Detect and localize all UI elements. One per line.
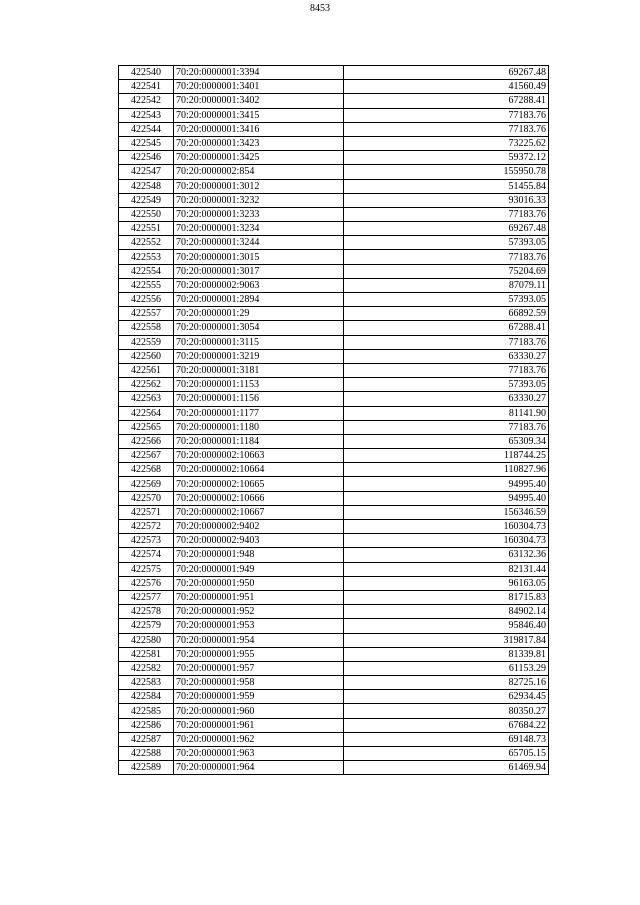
cadastral-number-cell: 70:20:0000001:3181	[174, 363, 344, 377]
value-cell: 160304.73	[344, 520, 549, 534]
table-row	[119, 449, 549, 463]
value-cell: 81715.83	[344, 590, 549, 604]
table-row	[119, 136, 549, 150]
cadastral-number-cell: 70:20:0000001:3054	[174, 321, 344, 335]
table-row	[119, 222, 549, 236]
table-row	[119, 264, 549, 278]
value-cell: 155950.78	[344, 165, 549, 179]
row-number-cell: 422583	[119, 676, 174, 690]
row-number-cell: 422582	[119, 661, 174, 675]
row-number-cell: 422563	[119, 392, 174, 406]
table-row	[119, 732, 549, 746]
cadastral-number-cell: 70:20:0000002:9403	[174, 534, 344, 548]
value-cell: 82725.16	[344, 676, 549, 690]
row-number-cell: 422547	[119, 165, 174, 179]
table-row	[119, 761, 549, 775]
value-cell: 84902.14	[344, 605, 549, 619]
cadastral-number-cell: 70:20:0000001:3402	[174, 94, 344, 108]
value-cell: 77183.76	[344, 335, 549, 349]
table-row	[119, 505, 549, 519]
table-row	[119, 193, 549, 207]
table-row	[119, 605, 549, 619]
cadastral-number-cell: 70:20:0000001:29	[174, 307, 344, 321]
row-number-cell: 422551	[119, 222, 174, 236]
page-number: 8453	[310, 3, 330, 14]
cadastral-number-cell: 70:20:0000002:9063	[174, 278, 344, 292]
table-row	[119, 307, 549, 321]
row-number-cell: 422558	[119, 321, 174, 335]
value-cell: 63132.36	[344, 548, 549, 562]
value-cell: 81141.90	[344, 406, 549, 420]
value-cell: 57393.05	[344, 293, 549, 307]
row-number-cell: 422556	[119, 293, 174, 307]
value-cell: 77183.76	[344, 108, 549, 122]
table-row	[119, 548, 549, 562]
value-cell: 73225.62	[344, 136, 549, 150]
cadastral-number-cell: 70:20:0000001:3115	[174, 335, 344, 349]
row-number-cell: 422540	[119, 66, 174, 80]
row-number-cell: 422546	[119, 151, 174, 165]
row-number-cell: 422564	[119, 406, 174, 420]
cadastral-number-cell: 70:20:0000001:951	[174, 590, 344, 604]
value-cell: 82131.44	[344, 562, 549, 576]
row-number-cell: 422565	[119, 420, 174, 434]
cadastral-number-cell: 70:20:0000001:3423	[174, 136, 344, 150]
value-cell: 156346.59	[344, 505, 549, 519]
value-cell: 41560.49	[344, 80, 549, 94]
value-cell: 67684.22	[344, 718, 549, 732]
value-cell: 57393.05	[344, 236, 549, 250]
row-number-cell: 422566	[119, 434, 174, 448]
value-cell: 77183.76	[344, 207, 549, 221]
table-row	[119, 80, 549, 94]
cadastral-number-cell: 70:20:0000002:854	[174, 165, 344, 179]
row-number-cell: 422553	[119, 250, 174, 264]
cadastral-number-cell: 70:20:0000001:3425	[174, 151, 344, 165]
value-cell: 160304.73	[344, 534, 549, 548]
cadastral-number-cell: 70:20:0000001:1177	[174, 406, 344, 420]
row-number-cell: 422588	[119, 747, 174, 761]
value-cell: 75204.69	[344, 264, 549, 278]
table-row	[119, 94, 549, 108]
table-row	[119, 420, 549, 434]
cadastral-number-cell: 70:20:0000001:962	[174, 732, 344, 746]
table-row	[119, 122, 549, 136]
row-number-cell: 422576	[119, 576, 174, 590]
cadastral-number-cell: 70:20:0000001:950	[174, 576, 344, 590]
row-number-cell: 422586	[119, 718, 174, 732]
table-row	[119, 676, 549, 690]
cadastral-number-cell: 70:20:0000001:961	[174, 718, 344, 732]
cadastral-number-cell: 70:20:0000001:3232	[174, 193, 344, 207]
value-cell: 77183.76	[344, 363, 549, 377]
row-number-cell: 422570	[119, 491, 174, 505]
cadastral-number-cell: 70:20:0000001:959	[174, 690, 344, 704]
cadastral-number-cell: 70:20:0000001:3244	[174, 236, 344, 250]
row-number-cell: 422560	[119, 349, 174, 363]
row-number-cell: 422569	[119, 477, 174, 491]
row-number-cell: 422577	[119, 590, 174, 604]
row-number-cell: 422567	[119, 449, 174, 463]
row-number-cell: 422568	[119, 463, 174, 477]
row-number-cell: 422561	[119, 363, 174, 377]
table-row	[119, 718, 549, 732]
cadastral-number-cell: 70:20:0000001:955	[174, 647, 344, 661]
table-row	[119, 747, 549, 761]
value-cell: 69148.73	[344, 732, 549, 746]
cadastral-number-cell: 70:20:0000001:3234	[174, 222, 344, 236]
table-row	[119, 108, 549, 122]
row-number-cell: 422589	[119, 761, 174, 775]
cadastral-number-cell: 70:20:0000001:2894	[174, 293, 344, 307]
table-row	[119, 66, 549, 80]
table-row	[119, 392, 549, 406]
value-cell: 110827.96	[344, 463, 549, 477]
row-number-cell: 422578	[119, 605, 174, 619]
table-row	[119, 590, 549, 604]
row-number-cell: 422574	[119, 548, 174, 562]
table-row	[119, 520, 549, 534]
cadastral-number-cell: 70:20:0000001:963	[174, 747, 344, 761]
cadastral-number-cell: 70:20:0000002:9402	[174, 520, 344, 534]
value-cell: 67288.41	[344, 321, 549, 335]
cadastral-number-cell: 70:20:0000001:949	[174, 562, 344, 576]
value-cell: 57393.05	[344, 378, 549, 392]
value-cell: 95846.40	[344, 619, 549, 633]
row-number-cell: 422554	[119, 264, 174, 278]
table-row	[119, 378, 549, 392]
table-row	[119, 661, 549, 675]
cadastral-number-cell: 70:20:0000001:948	[174, 548, 344, 562]
value-cell: 63330.27	[344, 392, 549, 406]
cadastral-number-cell: 70:20:0000002:10664	[174, 463, 344, 477]
cadastral-number-cell: 70:20:0000001:3017	[174, 264, 344, 278]
row-number-cell: 422542	[119, 94, 174, 108]
table-row	[119, 335, 549, 349]
cadastral-number-cell: 70:20:0000001:3015	[174, 250, 344, 264]
value-cell: 96163.05	[344, 576, 549, 590]
table-row	[119, 321, 549, 335]
table-row	[119, 534, 549, 548]
row-number-cell: 422573	[119, 534, 174, 548]
cadastral-number-cell: 70:20:0000001:3415	[174, 108, 344, 122]
row-number-cell: 422579	[119, 619, 174, 633]
value-cell: 62934.45	[344, 690, 549, 704]
cadastral-number-cell: 70:20:0000001:3233	[174, 207, 344, 221]
row-number-cell: 422585	[119, 704, 174, 718]
value-cell: 67288.41	[344, 94, 549, 108]
table-row	[119, 690, 549, 704]
value-cell: 93016.33	[344, 193, 549, 207]
table-row	[119, 704, 549, 718]
value-cell: 69267.48	[344, 66, 549, 80]
row-number-cell: 422544	[119, 122, 174, 136]
value-cell: 61153.29	[344, 661, 549, 675]
cadastral-number-cell: 70:20:0000001:3219	[174, 349, 344, 363]
value-cell: 51455.84	[344, 179, 549, 193]
value-cell: 80350.27	[344, 704, 549, 718]
cadastral-number-cell: 70:20:0000001:3416	[174, 122, 344, 136]
row-number-cell: 422587	[119, 732, 174, 746]
row-number-cell: 422541	[119, 80, 174, 94]
value-cell: 87079.11	[344, 278, 549, 292]
cadastral-number-cell: 70:20:0000002:10667	[174, 505, 344, 519]
value-cell: 118744.25	[344, 449, 549, 463]
table-row	[119, 576, 549, 590]
cadastral-number-cell: 70:20:0000001:964	[174, 761, 344, 775]
table-row	[119, 151, 549, 165]
table-row	[119, 434, 549, 448]
value-cell: 94995.40	[344, 491, 549, 505]
cadastral-number-cell: 70:20:0000001:1156	[174, 392, 344, 406]
table-row	[119, 293, 549, 307]
row-number-cell: 422584	[119, 690, 174, 704]
table-row	[119, 491, 549, 505]
table-row	[119, 406, 549, 420]
cadastral-number-cell: 70:20:0000001:3394	[174, 66, 344, 80]
cadastral-number-cell: 70:20:0000001:1180	[174, 420, 344, 434]
row-number-cell: 422580	[119, 633, 174, 647]
table-row	[119, 236, 549, 250]
value-cell: 61469.94	[344, 761, 549, 775]
table-row	[119, 619, 549, 633]
table-row	[119, 562, 549, 576]
table-row	[119, 647, 549, 661]
cadastral-number-cell: 70:20:0000001:958	[174, 676, 344, 690]
row-number-cell: 422572	[119, 520, 174, 534]
table-row	[119, 250, 549, 264]
row-number-cell: 422559	[119, 335, 174, 349]
cadastral-value-table	[118, 65, 549, 775]
row-number-cell: 422562	[119, 378, 174, 392]
table-row	[119, 165, 549, 179]
value-cell: 69267.48	[344, 222, 549, 236]
value-cell: 63330.27	[344, 349, 549, 363]
cadastral-number-cell: 70:20:0000001:960	[174, 704, 344, 718]
table-row	[119, 633, 549, 647]
value-cell: 66892.59	[344, 307, 549, 321]
value-cell: 77183.76	[344, 122, 549, 136]
cadastral-number-cell: 70:20:0000002:10663	[174, 449, 344, 463]
value-cell: 77183.76	[344, 420, 549, 434]
row-number-cell: 422548	[119, 179, 174, 193]
row-number-cell: 422557	[119, 307, 174, 321]
cadastral-number-cell: 70:20:0000001:3012	[174, 179, 344, 193]
table-body	[119, 66, 549, 775]
table-row	[119, 349, 549, 363]
cadastral-number-cell: 70:20:0000001:1184	[174, 434, 344, 448]
cadastral-number-cell: 70:20:0000001:957	[174, 661, 344, 675]
cadastral-number-cell: 70:20:0000001:1153	[174, 378, 344, 392]
row-number-cell: 422545	[119, 136, 174, 150]
table-row	[119, 463, 549, 477]
value-cell: 77183.76	[344, 250, 549, 264]
cadastral-number-cell: 70:20:0000001:953	[174, 619, 344, 633]
cadastral-number-cell: 70:20:0000002:10665	[174, 477, 344, 491]
value-cell: 59372.12	[344, 151, 549, 165]
table-row	[119, 179, 549, 193]
row-number-cell: 422581	[119, 647, 174, 661]
table-row	[119, 363, 549, 377]
value-cell: 319817.84	[344, 633, 549, 647]
row-number-cell: 422550	[119, 207, 174, 221]
cadastral-number-cell: 70:20:0000001:954	[174, 633, 344, 647]
row-number-cell: 422571	[119, 505, 174, 519]
cadastral-number-cell: 70:20:0000002:10666	[174, 491, 344, 505]
value-cell: 81339.81	[344, 647, 549, 661]
row-number-cell: 422543	[119, 108, 174, 122]
row-number-cell: 422575	[119, 562, 174, 576]
table-row	[119, 477, 549, 491]
cadastral-number-cell: 70:20:0000001:3401	[174, 80, 344, 94]
row-number-cell: 422555	[119, 278, 174, 292]
table-row	[119, 278, 549, 292]
cadastral-number-cell: 70:20:0000001:952	[174, 605, 344, 619]
row-number-cell: 422549	[119, 193, 174, 207]
value-cell: 65705.15	[344, 747, 549, 761]
value-cell: 65309.34	[344, 434, 549, 448]
value-cell: 94995.40	[344, 477, 549, 491]
row-number-cell: 422552	[119, 236, 174, 250]
table-row	[119, 207, 549, 221]
